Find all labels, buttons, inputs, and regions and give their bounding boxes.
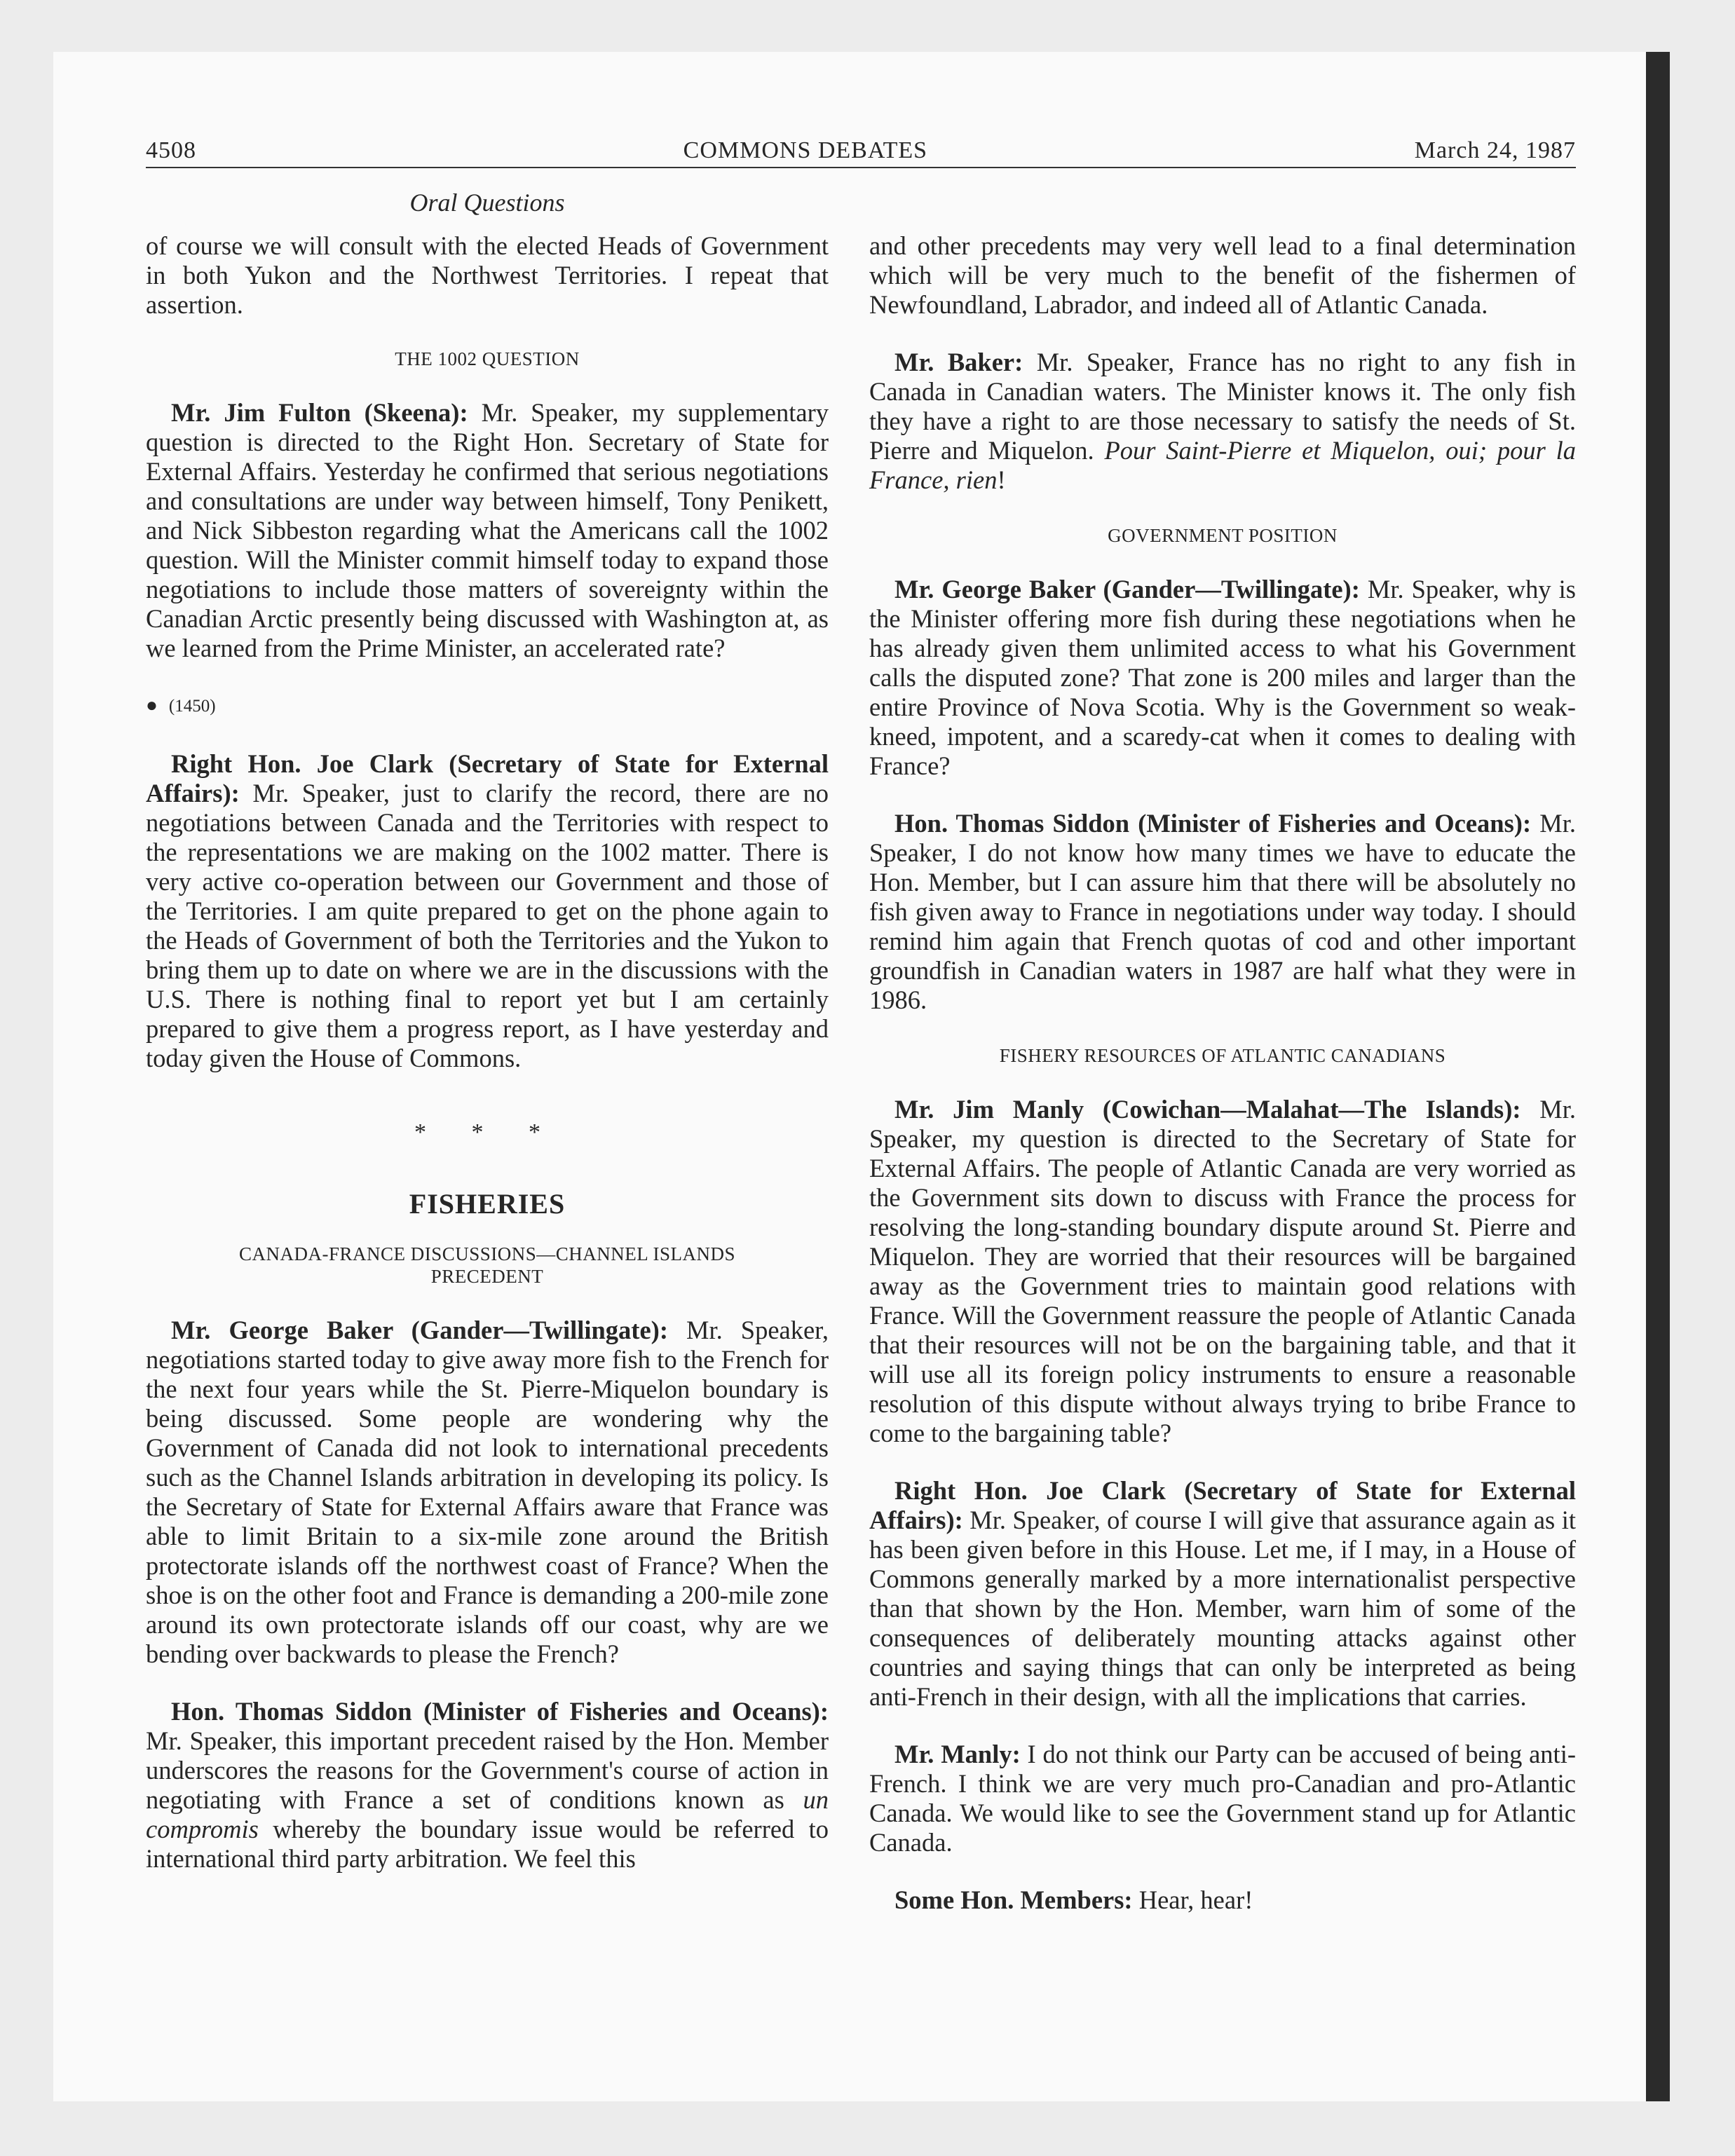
speech-members bbox=[869, 1885, 1576, 1915]
speech-text: Mr. Speaker, my question is directed to the Secretary of State for External Affairs. The people of Atlantic Canada are very worried as the Government sits down to discuss with France the process for resolving the long-standing boundary dispute around St. Pierre and Miquelon. They are worried that their resources will be bargained away as the Government tries to maintain good relations with France. Will the Government reassure the people of Atlantic Canada that their resources will not be on the bargaining table, and that it will use all its foreign policy instruments to ensure a reasonable resolution of this dispute without always trying to bribe France to come to the bargaining table? bbox=[869, 1095, 1577, 1447]
speech-clark bbox=[146, 749, 829, 1073]
speaker-name: Mr. Manly: bbox=[894, 1740, 1021, 1768]
paragraph-continued: and other precedents may very well lead to a final determination which will be very much to the benefit of the fishermen of Newfoundland, Labrador, and indeed all of Atlantic Canada. bbox=[869, 231, 1576, 319]
speech-siddon-2 bbox=[869, 809, 1576, 1015]
speaker-name: Mr. Jim Fulton (Skeena): bbox=[171, 398, 468, 427]
speech-text: Mr. Speaker, I do not know how many times we have to educate the Hon. Member, but I can assure him that there will be absolutely no fish given away to France in negotiations under way today. I should remind him again that French quotas of cod and other important groundfish in Canadian waters in 1987 are half what they were in 1986. bbox=[869, 809, 1576, 1014]
right-column bbox=[869, 231, 1576, 1915]
section-separator: * * * bbox=[414, 1119, 560, 1145]
time-marker bbox=[146, 691, 829, 721]
heading-fisheries: FISHERIES bbox=[409, 1188, 566, 1220]
speaker-name: Hon. Thomas Siddon (Minister of Fisheries and Oceans): bbox=[171, 1697, 829, 1726]
page-number: 4508 bbox=[146, 137, 196, 163]
speech-text: Mr. Speaker, of course I will give that assurance again as it has been given before in this House. Let me, if I may, in a House of Commons generally marked by a more internationalist perspective than that shown by the Hon. Member, warn him of some of the consequences of deliberately mounting attacks against other countries and saying things that can only be interpreted as being anti-French in their design, with all the implications that carries. bbox=[869, 1506, 1576, 1711]
speech-text: whereby the boundary issue would be referred to international third party arbitration. We feel this bbox=[146, 1815, 829, 1873]
speech-clark-2 bbox=[869, 1476, 1576, 1712]
scan-edge-bar bbox=[1646, 52, 1670, 2101]
speaker-name: Right Hon. Joe Clark (Secretary of State for External Affairs): bbox=[869, 1476, 1576, 1534]
left-column bbox=[146, 231, 829, 1874]
speaker-name: Mr. Baker: bbox=[894, 348, 1023, 376]
speech-text: Mr. Speaker, just to clarify the record, there are no negotiations between Canada and the Territories with respect to the representations we are making on the 1002 matter. There is very active co-operation between our Government and those of the Territories. I am quite prepared to get on the phone again to the Heads of Government of both the Territories and the Yukon to bring them up to date on where we are in the discussions with the U.S. There is nothing final to report yet but I am certainly prepared to give them a progress report, as I have yesterday and today given the House of Commons. bbox=[146, 779, 829, 1072]
subheading-line: CANADA-FRANCE DISCUSSIONS—CHANNEL ISLANDS bbox=[238, 1243, 736, 1264]
bullet-icon: ● bbox=[146, 695, 158, 716]
speech-manly bbox=[869, 1095, 1576, 1448]
speech-baker-3 bbox=[869, 575, 1576, 781]
speaker-name: Mr. George Baker (Gander—Twillingate): bbox=[894, 575, 1360, 603]
speaker-name: Some Hon. Members: bbox=[894, 1885, 1133, 1914]
speech-siddon bbox=[146, 1697, 829, 1874]
speech-fulton bbox=[146, 398, 829, 663]
speaker-name: Mr. George Baker (Gander—Twillingate): bbox=[171, 1316, 668, 1344]
speech-text: Mr. Speaker, this important precedent raised by the Hon. Member underscores the reasons for the Government's course of action in negotiating with France a set of conditions known as bbox=[146, 1726, 829, 1814]
speech-manly-2 bbox=[869, 1740, 1576, 1857]
speech-text: I do not think our Party can be accused of being anti-French. I think we are very much pro-Canadian and pro-Atlantic Canada. We would like to see the Government stand up for Atlantic Canada. bbox=[869, 1740, 1576, 1857]
section-label: Oral Questions bbox=[409, 189, 565, 217]
speech-text: Mr. Speaker, why is the Minister offering more fish during these negotiations when he has already given them unlimited access to what his Government calls the disputed zone? That zone is 200 miles and larger than the entire Province of Nova Scotia. Why is the Government so weak-kneed, impotent, and a scaredy-cat when it comes to dealing with France? bbox=[869, 575, 1576, 780]
speech-text-italic: Pour Saint-Pierre et Miquelon, oui; pour la France, rien bbox=[869, 436, 1577, 494]
speech-baker bbox=[146, 1316, 829, 1669]
speech-text: Mr. Speaker, France has no right to any fish in Canada in Canadian waters. The Minister knows it. The only fish they have a right to are those necessary to satisfy the needs of St. Pierre and Miquelon. bbox=[869, 348, 1576, 465]
paragraph-continued: of course we will consult with the elected Heads of Government in both Yukon and the Northwest Territories. I repeat that assertion. bbox=[146, 231, 829, 319]
speaker-name: Hon. Thomas Siddon (Minister of Fisheries and Oceans): bbox=[894, 809, 1532, 838]
speech-baker-2 bbox=[869, 348, 1576, 495]
speech-text: Hear, hear! bbox=[1138, 1885, 1253, 1914]
subheading-line: PRECEDENT bbox=[430, 1266, 544, 1287]
page-header bbox=[146, 137, 1576, 168]
time-marker-text: (1450) bbox=[168, 697, 216, 716]
speech-text: Mr. Speaker, my supplementary question is directed to the Right Hon. Secretary of State for External Affairs. Yesterday he confirmed that serious negotiations and consultations are under way between himself, Tony Penikett, and Nick Sibbeston regarding what the Americans call the 1002 question. Will the Minister commit himself today to expand those negotiations to include those matters of sovereignty within the Canadian Arctic presently being discussed with Washington at, as we learned from the Prime Minister, an accelerated rate? bbox=[146, 398, 829, 662]
speaker-name: Mr. Jim Manly (Cowichan—Malahat—The Islands): bbox=[894, 1095, 1521, 1124]
speech-text-italic: un compromis bbox=[146, 1785, 829, 1843]
speech-text: Mr. Speaker, negotiations started today to give away more fish to the French for the next four years while the St. Pierre-Miquelon boundary is being discussed. Some people are wondering why the Government of Canada did not look to international precedents such as the Channel Islands arbitration in developing its policy. Is the Secretary of State for External Affairs aware that France was able to limit Britain to a six-mile zone around the British protectorate islands off the northwest coast of France? When the shoe is on the other foot and France is demanding a 200-mile zone around its own protectorate islands off our coast, why are we bending over backwards to please the French? bbox=[146, 1316, 829, 1668]
speaker-name: Right Hon. Joe Clark (Secretary of State for External Affairs): bbox=[146, 749, 829, 807]
publication-title: COMMONS DEBATES bbox=[683, 137, 928, 163]
page-date: March 24, 1987 bbox=[1414, 137, 1576, 163]
heading-fishery-resources: FISHERY RESOURCES OF ATLANTIC CANADIANS bbox=[999, 1045, 1446, 1066]
speech-text-end: ! bbox=[997, 465, 1006, 494]
heading-1002-question: THE 1002 QUESTION bbox=[395, 348, 580, 369]
subheading-canada-france bbox=[146, 1243, 829, 1288]
heading-government-position: GOVERNMENT POSITION bbox=[1108, 525, 1338, 546]
